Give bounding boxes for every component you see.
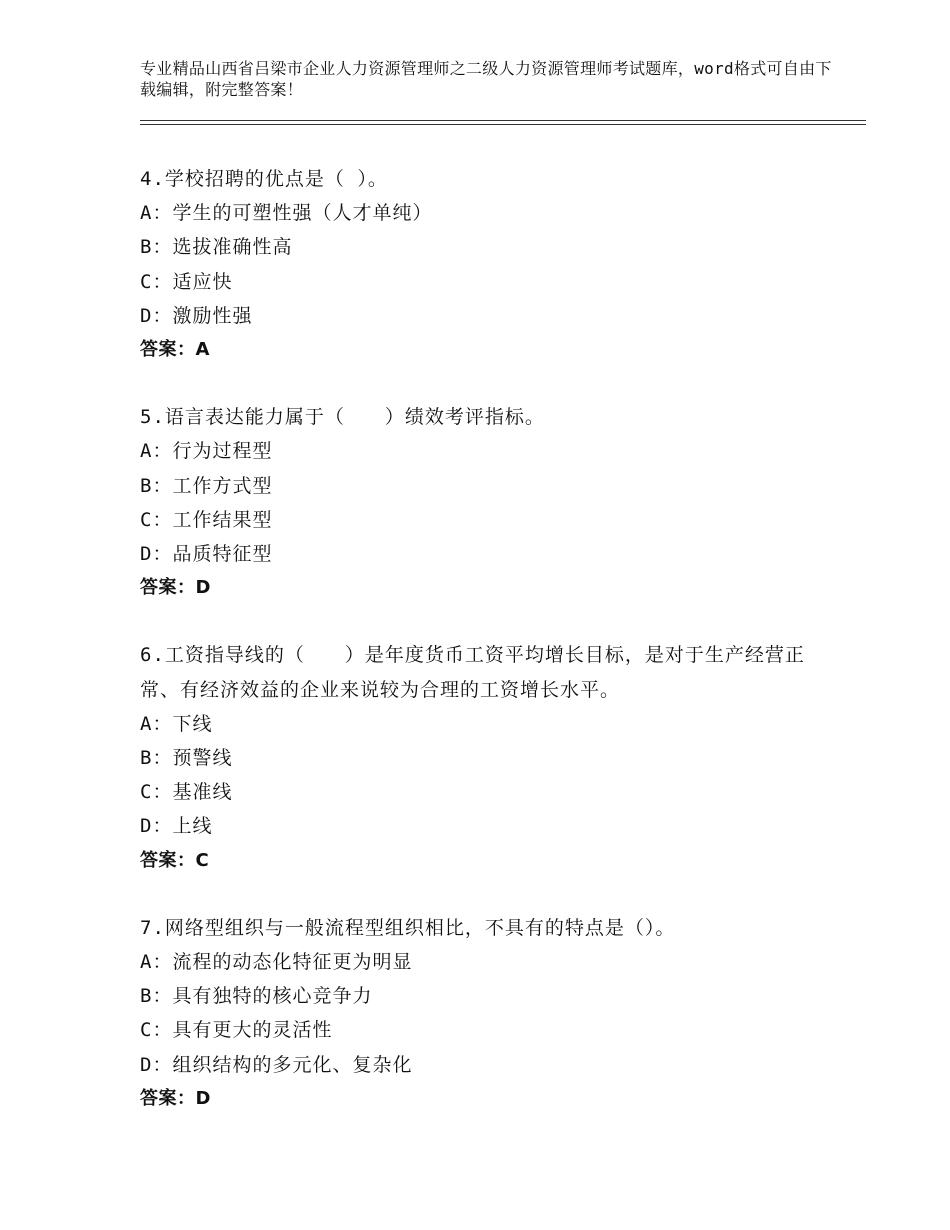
option-b: B：工作方式型	[140, 474, 273, 497]
document-header	[140, 58, 840, 100]
option-c: C：具有更大的灵活性	[140, 1019, 333, 1042]
answer-line: 答案：D	[140, 577, 211, 599]
question-4	[140, 162, 820, 367]
question-list	[140, 162, 820, 1149]
question-6	[140, 638, 820, 877]
option-d: D：组织结构的多元化、复杂化	[140, 1053, 413, 1076]
answer-line: 答案：C	[140, 849, 210, 871]
header-divider	[140, 120, 866, 125]
option-b: B：选拔准确性高	[140, 236, 293, 259]
option-a: A：学生的可塑性强（人才单纯）	[140, 202, 433, 225]
question-7	[140, 911, 820, 1116]
question-stem: 7.网络型组织与一般流程型组织相比，不具有的特点是（）。	[140, 916, 676, 939]
option-b: B：预警线	[140, 747, 233, 770]
header-title: 专业精品山西省吕梁市企业人力资源管理师之二级人力资源管理师考试题库，word格式可自由下载编辑，附完整答案！	[140, 59, 832, 99]
option-a: A：流程的动态化特征更为明显	[140, 951, 413, 974]
question-5	[140, 400, 820, 605]
question-stem: 4.学校招聘的优点是（ ）。	[140, 168, 388, 190]
option-c: C：基准线	[140, 781, 233, 804]
option-a: A：行为过程型	[140, 440, 273, 463]
option-d: D：激励性强	[140, 304, 253, 327]
option-d: D：上线	[140, 815, 213, 838]
question-stem: 5.语言表达能力属于（ ）绩效考评指标。	[140, 406, 545, 429]
option-d: D：品质特征型	[140, 543, 273, 566]
answer-line: 答案：D	[140, 1087, 211, 1109]
option-a: A：下线	[140, 712, 213, 735]
option-c: C：工作结果型	[140, 508, 273, 531]
answer-line: 答案：A	[140, 339, 210, 361]
question-stem: 6.工资指导线的（ ）是年度货币工资平均增长目标，是对于生产经营正常、有经济效益的企业来说较为合理的工资增长水平。	[140, 644, 805, 701]
option-c: C：适应快	[140, 270, 233, 293]
option-b: B：具有独特的核心竞争力	[140, 985, 373, 1008]
